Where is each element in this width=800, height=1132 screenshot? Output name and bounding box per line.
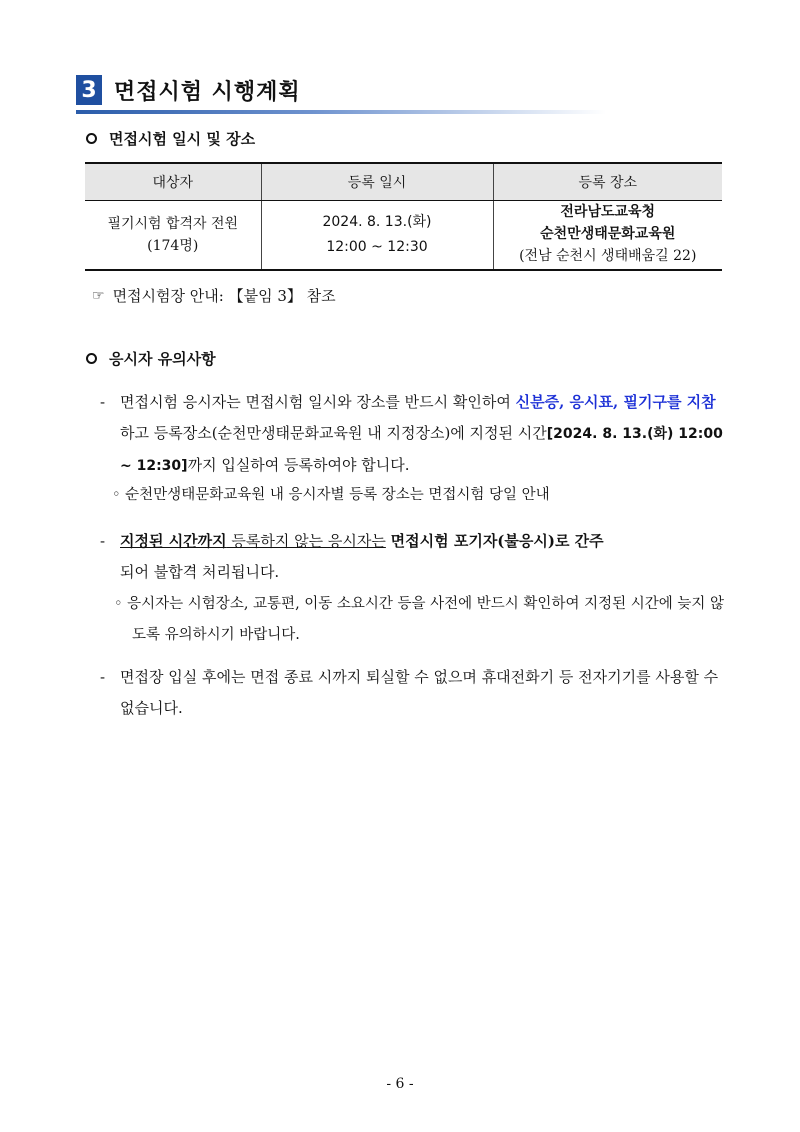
target-line: 필기시험 합격자 전원: [107, 215, 239, 232]
precautions-heading: [86, 348, 216, 369]
precautions-heading-text: 응시자 유의사항: [109, 350, 216, 368]
circle-bullet-icon: [86, 353, 97, 364]
precaution-item-1: [100, 387, 730, 482]
place-name: 순천만생태문화교육원: [540, 226, 676, 243]
precaution-item-2: [100, 526, 730, 588]
precaution-item-3-text: 면접장 입실 후에는 면접 종료 시까지 퇴실할 수 없으며 휴대전화기 등 전자기기를 사용할 수 없습니다.: [120, 668, 719, 717]
section-divider: [76, 110, 606, 114]
place-org: 전라남도교육청: [560, 204, 656, 221]
precaution-item-2-text: [100, 526, 730, 588]
dash-bullet: -: [100, 668, 106, 686]
registration-time: 12:00 ~ 12:30: [326, 239, 428, 255]
precaution-item-2-sub: [112, 589, 732, 651]
column-header: 등록 일시: [261, 163, 493, 201]
circle-bullet-icon: [86, 133, 97, 144]
deadline-highlight: [2024. 8. 13.(화) 12:00 ~ 12:30]: [120, 426, 723, 474]
forfeit-emphasis: 면접시험 포기자(불응시)로 간주: [390, 532, 604, 550]
date-cell: [261, 201, 493, 271]
precaution-item-3: [100, 662, 730, 724]
section-number-badge: 3: [76, 75, 102, 105]
schedule-table: [85, 162, 722, 271]
place-cell: [493, 201, 722, 271]
schedule-heading: [86, 128, 255, 149]
venue-note: [92, 285, 336, 306]
text-span: 하고 등록장소(순천만생태문화교육원 내 지정장소)에 지정된 시간: [120, 424, 547, 442]
registration-date: 2024. 8. 13.(화): [322, 213, 432, 230]
deadline-emphasis: 지정된 시간까지: [120, 532, 227, 550]
text-span: 되어 불합격 처리됩니다.: [120, 563, 280, 581]
target-count: (174명): [147, 238, 199, 254]
column-header: 대상자: [85, 163, 261, 201]
section-header: [76, 72, 301, 108]
precaution-item-1-sub: ◦ 순천만생태문화교육원 내 응시자별 등록 장소는 면접시험 당일 안내: [112, 487, 550, 503]
schedule-heading-text: 면접시험 일시 및 장소: [109, 130, 256, 148]
target-cell: [85, 201, 261, 271]
table-header-row: [85, 163, 722, 201]
page-number: - 6 -: [386, 1076, 414, 1092]
dash-bullet: -: [100, 532, 106, 550]
precaution-item-1-text: [100, 387, 730, 482]
venue-note-text: 면접시험장 안내: 【붙임 3】 참조: [112, 287, 336, 305]
table-row: [85, 201, 722, 271]
text-span: 까지 입실하여 등록하여야 합니다.: [187, 456, 410, 474]
dash-bullet: -: [100, 393, 106, 411]
column-header: 등록 장소: [493, 163, 722, 201]
section-title: 면접시험 시행계획: [114, 79, 301, 105]
text-span: 등록하지 않는 응시자는: [226, 532, 386, 550]
place-address: (전남 순천시 생태배움길 22): [519, 247, 697, 264]
required-items-highlight: 신분증, 응시표, 필기구를 지참: [515, 393, 716, 411]
precaution-item-2-sub-text: ◦ 응시자는 시험장소, 교통편, 이동 소요시간 등을 사전에 반드시 확인하여 지정된 시간에 늦지 않도록 유의하시기 바랍니다.: [114, 596, 724, 643]
pointing-hand-icon: ☞: [92, 287, 105, 304]
text-span: 면접시험 응시자는 면접시험 일시와 장소를 반드시 확인하여: [120, 393, 516, 411]
